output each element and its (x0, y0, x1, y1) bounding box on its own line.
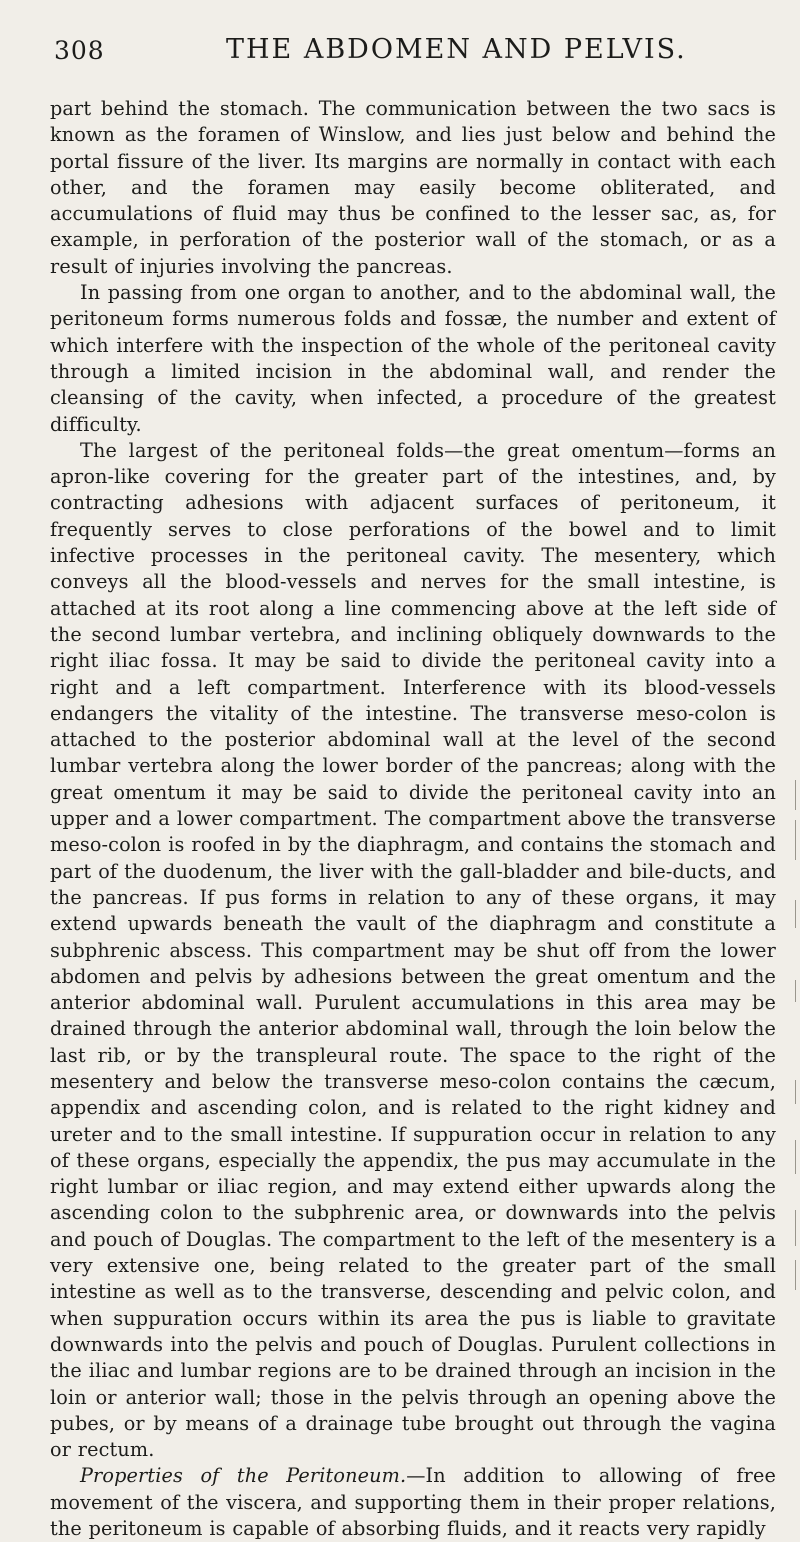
running-head: THE ABDOMEN AND PELVIS. (226, 34, 687, 65)
paragraph-omentum-and-compartments: The largest of the peritoneal folds—the great omentum—forms an apron-like covering for the greater part of the intestines, and, by contracting adhesions with adjacent surfaces of peritoneum, it frequently serves to close perforations of the bowel and to limit infective processes in the peritoneal cavity. The mesentery, which conveys all the blood-vessels and nerves for the small intestine, is attached at its root along a line commencing above at the left side of the second lumbar vertebra, and inclining obliquely downwards to the right iliac fossa. It may be said to divide the peritoneal cavity into a right and a left compartment. Interference with its blood-vessels endangers the vitality of the intestine. The transverse meso-colon is attached to the posterior abdominal wall at the level of the second lumbar vertebra along the lower border of the pancreas; along with the great omentum it may be said to divide the peritoneal cavity into an upper and a lower compartment. The compartment above the transverse meso-colon is roofed in by the diaphragm, and contains the stomach and part of the duodenum, the liver with the gall-bladder and bile-ducts, and the pancreas. If pus forms in relation to any of these organs, it may extend upwards beneath the vault of the diaphragm and constitute a subphrenic abscess. This compartment may be shut off from the lower abdomen and pelvis by adhesions between the great omentum and the anterior abdominal wall. Purulent accumulations in this area may be drained through the anterior abdominal wall, through the loin below the last rib, or by the transpleural route. The space to the right of the mesentery and below the transverse meso-colon contains the cæcum, appendix and ascending colon, and is related to the right kidney and ureter and to the small intestine. If suppuration occur in relation to any of these organs, especially the appendix, the pus may accumulate in the right lumbar or iliac region, and may extend either upwards along the ascending colon to the subphrenic area, or downwards into the pelvis and pouch of Douglas. The compartment to the left of the mesentery is a very extensive one, being related to the greater part of the small intestine as well as to the transverse, descending and pelvic colon, and when suppuration occurs within its area the pus is liable to gravitate downwards into the pelvis and pouch of Douglas. Purulent collections in the iliac and lumbar regions are to be drained through an incision in the loin or anterior wall; those in the pelvis through an opening above the pubes, or by means of a drainage tube brought out through the vagina or rectum. (50, 438, 776, 1462)
section-heading-properties: Properties of the Peritoneum. (80, 1464, 407, 1488)
paragraph-lesser-sac: part behind the stomach. The communication between the two sacs is known as the foramen of Winslow, and lies just below and behind the portal fissure of the liver. Its margins are normally in contact with each other, and the foramen may easily become obliterated, and accumulations of fluid may thus be confined to the lesser sac, as, for example, in perforation of the posterior wall of the stomach, or as a result of injuries involving the pancreas. (50, 97, 776, 278)
paragraph-properties-text: —In addition to allowing of free movement of the viscera, and supporting them in their proper relations, the peritoneum is capable of absorbing fluids, and it reacts very rapidly (50, 1464, 776, 1541)
page-edge-marks (790, 780, 800, 1300)
body-text (50, 96, 776, 1542)
paragraph-peritoneal-folds: In passing from one organ to another, and to the abdominal wall, the peritoneum forms numerous folds and fossæ, the number and extent of which interfere with the inspection of the whole of the peritoneal cavity through a limited incision in the abdominal wall, and render the cleansing of the cavity, when infected, a procedure of the greatest difficulty. (50, 281, 776, 436)
paragraph-properties-of-peritoneum (50, 1463, 776, 1542)
page-number: 308 (54, 36, 105, 65)
page-header (50, 30, 776, 74)
